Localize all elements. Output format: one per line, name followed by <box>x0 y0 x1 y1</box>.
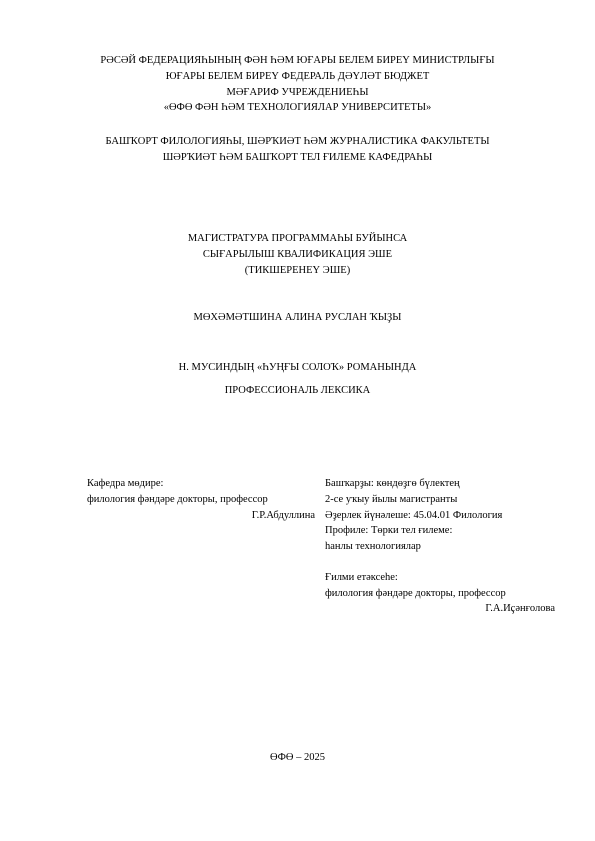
student-line-4: Профиле: Төрки тел ғилеме: <box>325 525 453 537</box>
spacer <box>325 555 555 570</box>
institution-line-2: МӘҒАРИФ УЧРЕЖДЕНИЕҺЫ <box>226 86 369 98</box>
head-name: Г.Р.Абдуллина <box>251 509 315 521</box>
student-line-5: һанлы технологиялар <box>325 541 421 552</box>
work-type-block <box>0 231 595 278</box>
supervisor-name: Г.А.Иҫәнғолова <box>485 603 555 615</box>
student-line-2: 2-се уҡыу йылы магистранты <box>325 493 458 505</box>
author-name: МӨХӘМӘТШИНА АЛИНА РУСЛАН ҠЫҘЫ <box>193 312 402 323</box>
thesis-title-block <box>0 360 595 399</box>
head-degree: филология фәндәре докторы, профессор <box>87 493 268 505</box>
city-year: ӨФӨ – 2025 <box>270 752 325 763</box>
student-block <box>325 476 555 617</box>
ministry-line: РӘСӘЙ ФЕДЕРАЦИЯҺЫНЫҢ ФӘН ҺӘМ ЮҒАРЫ БЕЛЕМ БИРЕҮ МИНИСТРЛЫҒЫ <box>100 55 495 66</box>
head-label: Кафедра мөдире: <box>87 478 164 489</box>
head-of-department-block <box>87 476 315 523</box>
student-line-3: Әҙерлек йүнәлеше: 45.04.01 Филология <box>325 509 503 521</box>
header-block <box>0 53 595 116</box>
work-type-line-3: (ТИКШЕРЕНЕҮ ЭШЕ) <box>244 264 351 276</box>
thesis-title-line-2: ПРОФЕССИОНАЛЬ ЛЕКСИКА <box>224 384 371 396</box>
faculty-block <box>0 134 595 166</box>
department-name: ШӘРҠИӘТ ҺӘМ БАШҠОРТ ТЕЛ ҒИЛЕМЕ КАФЕДРАҺЫ <box>162 151 433 163</box>
author-block <box>0 310 595 326</box>
work-type-line-1: МАГИСТРАТУРА ПРОГРАММАҺЫ БУЙЫНСА <box>187 233 408 244</box>
thesis-title-line-1: Н. МУСИНДЫҢ «ҺУҢҒЫ СОЛОҠ» РОМАНЫНДА <box>178 362 417 373</box>
supervisor-label: Ғилми етәксеһе: <box>325 571 398 583</box>
supervisor-degree: филология фәндәре докторы, профессор <box>325 587 506 599</box>
faculty-name: БАШҠОРТ ФИЛОЛОГИЯҺЫ, ШӘРҠИӘТ ҺӘМ ЖУРНАЛИСТИКА ФАКУЛЬТЕТЫ <box>105 136 490 147</box>
footer-block <box>0 750 595 766</box>
university-name: «ӨФӨ ФӘН ҺӘМ ТЕХНОЛОГИЯЛАР УНИВЕРСИТЕТЫ» <box>163 102 432 114</box>
institution-line: ЮҒАРЫ БЕЛЕМ БИРЕҮ ФЕДЕРАЛЬ ДӘҮЛӘТ БЮДЖЕТ <box>165 70 430 82</box>
work-type-line-2: СЫҒАРЫЛЫШ КВАЛИФИКАЦИЯ ЭШЕ <box>202 248 393 260</box>
student-line-1: Башҡарҙы: көндөҙгө бүлектең <box>325 478 460 489</box>
